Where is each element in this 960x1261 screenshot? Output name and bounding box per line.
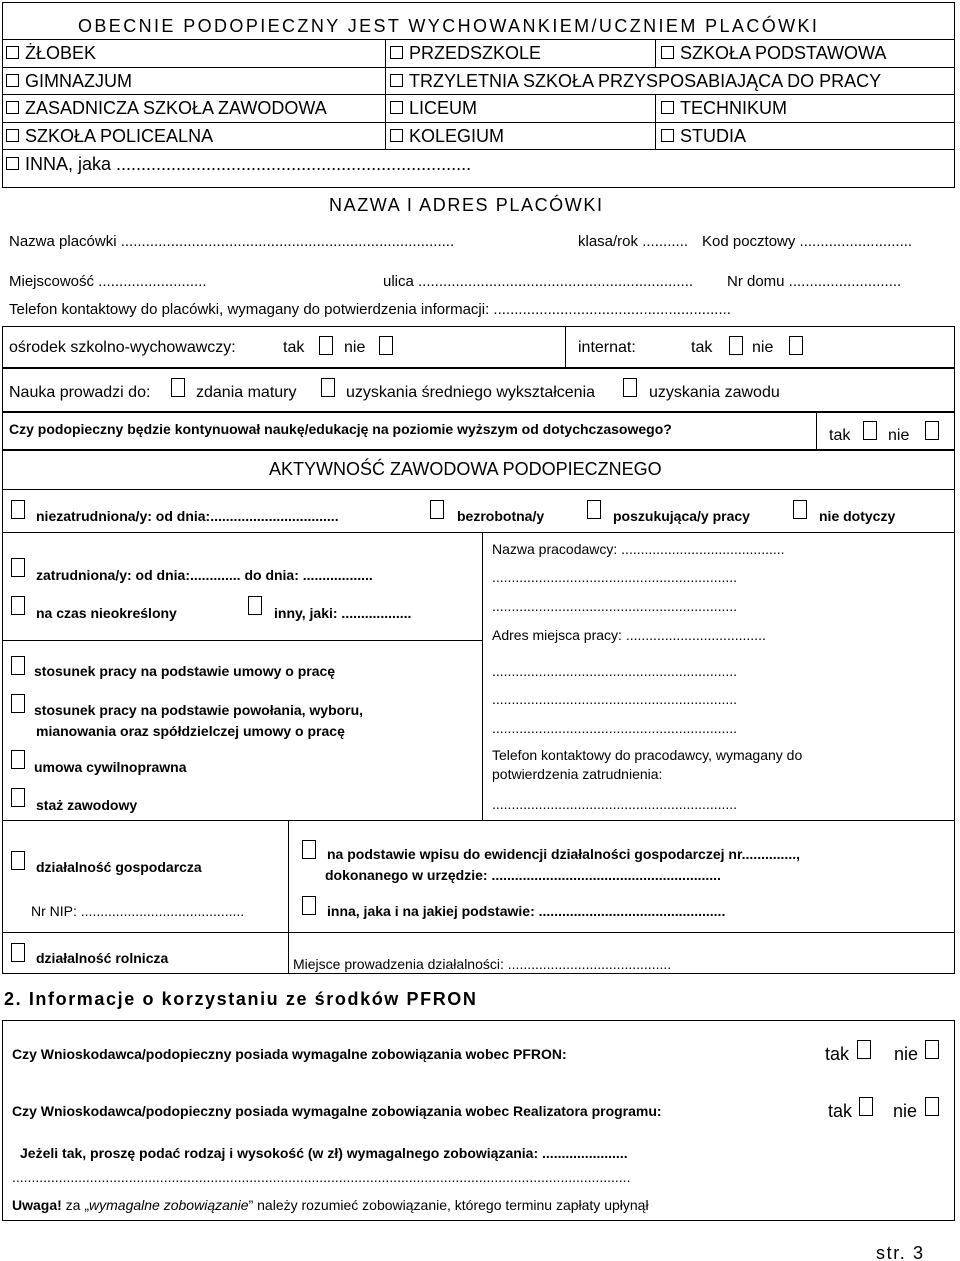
checkbox-liceum[interactable] bbox=[390, 101, 403, 114]
option-poszukujaca: poszukująca/y pracy bbox=[613, 508, 750, 524]
inna-podstawa-field[interactable]: inna, jaka i na jakiej podstawie: ................................................ bbox=[327, 903, 726, 919]
checkbox-internat-nie[interactable] bbox=[789, 336, 803, 355]
option-inna: INNA, jaka ....................................................................... bbox=[25, 154, 472, 174]
checkbox-policealna[interactable] bbox=[6, 129, 19, 142]
checkbox-osrodek-nie[interactable] bbox=[379, 336, 393, 355]
checkbox-studia[interactable] bbox=[661, 129, 674, 142]
checkbox-zasadnicza[interactable] bbox=[6, 101, 19, 114]
checkbox-realizator-nie[interactable] bbox=[925, 1097, 939, 1116]
niezatrudniona-field[interactable]: niezatrudniona/y: od dnia:................................. bbox=[36, 508, 339, 524]
section2-heading: 2. Informacje o korzystaniu ze środków PFRON bbox=[4, 989, 478, 1009]
zobowiazanie-dots[interactable]: ............................................................................................................................................................... bbox=[12, 1169, 631, 1185]
checkbox-inna[interactable] bbox=[6, 157, 19, 170]
checkbox-wyksztalcenia[interactable] bbox=[321, 378, 335, 397]
page-number: str. 3 bbox=[876, 1243, 925, 1261]
checkbox-dzialalnosc-gosp[interactable] bbox=[11, 851, 25, 870]
pfron-question: Czy Wnioskodawca/podopieczny posiada wymagalne zobowiązania wobec PFRON: bbox=[12, 1046, 567, 1062]
kontynuacja-tak: tak bbox=[829, 427, 851, 444]
nip-field[interactable]: Nr NIP: .......................................... bbox=[31, 903, 245, 919]
realizator-tak: tak bbox=[828, 1101, 853, 1121]
kontynuacja-nie: nie bbox=[888, 427, 910, 444]
option-bezrobotna: bezrobotna/y bbox=[457, 508, 545, 524]
checkbox-poszukujaca[interactable] bbox=[587, 500, 601, 519]
telefon-pracodawcy-line2: potwierdzenia zatrudnienia: bbox=[492, 766, 663, 782]
option-przedszkole: PRZEDSZKOLE bbox=[409, 43, 542, 63]
osrodek-label: ośrodek szkolno-wychowawczy: bbox=[9, 339, 236, 356]
checkbox-zawodu[interactable] bbox=[623, 378, 637, 397]
checkbox-nie-dotyczy[interactable] bbox=[793, 500, 807, 519]
uwaga-post: ” należy rozumieć zobowiązanie, którego terminu zapłaty upłynął bbox=[248, 1197, 649, 1213]
checkbox-gimnazjum[interactable] bbox=[6, 74, 19, 87]
telefon-pracodawcy-line1: Telefon kontaktowy do pracodawcy, wymagany do bbox=[492, 747, 803, 763]
option-dzialalnosc-gosp: działalność gospodarcza bbox=[36, 859, 202, 875]
internat-nie: nie bbox=[752, 339, 774, 356]
option-staz: staż zawodowy bbox=[36, 797, 138, 813]
option-zasadnicza: ZASADNICZA SZKOŁA ZAWODOWA bbox=[25, 98, 327, 118]
pfron-nie: nie bbox=[894, 1044, 919, 1064]
checkbox-trzyletnia[interactable] bbox=[390, 74, 403, 87]
checkbox-staz[interactable] bbox=[11, 788, 25, 807]
option-umowa-o-prace: stosunek pracy na podstawie umowy o pracę bbox=[34, 663, 336, 679]
inny-field[interactable]: inny, jaki: .................. bbox=[274, 605, 412, 621]
osrodek-tak: tak bbox=[283, 339, 305, 356]
checkbox-umowa-o-prace[interactable] bbox=[11, 656, 25, 675]
address-title: NAZWA I ADRES PLACÓWKI bbox=[329, 195, 604, 215]
osrodek-nie: nie bbox=[344, 339, 366, 356]
zobowiazanie-field[interactable]: Jeżeli tak, proszę podać rodzaj i wysokość (w zł) wymagalnego zobowiązania: ...................... bbox=[20, 1145, 628, 1161]
realizator-question: Czy Wnioskodawca/podopieczny posiada wymagalne zobowiązania wobec Realizatora programu: bbox=[12, 1103, 662, 1119]
ulica-field[interactable]: ulica .................................................................. bbox=[383, 273, 694, 290]
checkbox-pfron-nie[interactable] bbox=[925, 1040, 939, 1059]
option-gimnazjum: GIMNAZJUM bbox=[25, 71, 132, 91]
zatrudniona-field[interactable]: zatrudniona/y: od dnia:............. do dnia: .................. bbox=[36, 567, 373, 583]
option-trzyletnia: TRZYLETNIA SZKOŁA PRZYSPOSABIAJĄCA DO PRACY bbox=[409, 71, 882, 91]
internat-tak: tak bbox=[691, 339, 713, 356]
adres-dots-1[interactable]: ............................................................... bbox=[492, 663, 738, 679]
checkbox-inny[interactable] bbox=[248, 596, 262, 615]
checkbox-cywilnoprawna[interactable] bbox=[11, 750, 25, 769]
miejsce-dzialalnosci-field[interactable]: Miejsce prowadzenia działalności: .......................................... bbox=[293, 956, 672, 972]
checkbox-inna-podstawa[interactable] bbox=[302, 896, 316, 915]
option-kolegium: KOLEGIUM bbox=[409, 126, 505, 146]
klasa-field[interactable]: klasa/rok ........... bbox=[578, 233, 689, 250]
option-szkola-podstawowa: SZKOŁA PODSTAWOWA bbox=[680, 43, 887, 63]
option-liceum: LICEUM bbox=[409, 98, 478, 118]
uwaga-term: wymagalne zobowiązanie bbox=[89, 1197, 249, 1213]
pracodawca-dots-1[interactable]: ............................................................... bbox=[492, 569, 738, 585]
adres-pracy-field[interactable]: Adres miejsca pracy: .................................... bbox=[492, 627, 766, 643]
aktywnosc-title: AKTYWNOŚĆ ZAWODOWA PODOPIECZNEGO bbox=[269, 459, 662, 479]
option-technikum: TECHNIKUM bbox=[680, 98, 787, 118]
checkbox-niezatrudniona[interactable] bbox=[11, 500, 25, 519]
checkbox-zlobek[interactable] bbox=[6, 46, 19, 59]
checkbox-zatrudniona[interactable] bbox=[11, 558, 25, 577]
pfron-tak: tak bbox=[825, 1044, 850, 1064]
miejscowosc-field[interactable]: Miejscowość .......................... bbox=[9, 273, 207, 290]
checkbox-przedszkole[interactable] bbox=[390, 46, 403, 59]
adres-dots-3[interactable]: ............................................................... bbox=[492, 720, 738, 736]
checkbox-pfron-tak[interactable] bbox=[857, 1040, 871, 1059]
option-nie-dotyczy: nie dotyczy bbox=[819, 508, 896, 524]
option-zlobek: ŻŁOBEK bbox=[25, 43, 97, 63]
checkbox-szkola-podstawowa[interactable] bbox=[661, 46, 674, 59]
nazwa-placowki-field[interactable]: Nazwa placówki ................................................................................ bbox=[9, 233, 455, 250]
adres-dots-2[interactable]: ............................................................... bbox=[492, 691, 738, 707]
section-title: OBECNIE PODOPIECZNY JEST WYCHOWANKIEM/UCZNIEM PLACÓWKI bbox=[78, 16, 820, 36]
kod-pocztowy-field[interactable]: Kod pocztowy ........................... bbox=[702, 233, 913, 250]
checkbox-dzialalnosc-rol[interactable] bbox=[11, 943, 25, 962]
checkbox-osrodek-tak[interactable] bbox=[319, 336, 333, 355]
nauka-label: Nauka prowadzi do: bbox=[9, 384, 151, 401]
uwaga-pre: za „ bbox=[61, 1197, 90, 1213]
option-policealna: SZKOŁA POLICEALNA bbox=[25, 126, 214, 146]
checkbox-matury[interactable] bbox=[171, 378, 185, 397]
pracodawca-dots-2[interactable]: ............................................................... bbox=[492, 598, 738, 614]
option-powolanie-line2: mianowania oraz spółdzielczej umowy o pracę bbox=[36, 723, 345, 739]
internat-label: internat: bbox=[578, 339, 636, 356]
checkbox-bezrobotna[interactable] bbox=[430, 500, 444, 519]
wpis-line1[interactable]: na podstawie wpisu do ewidencji działalności gospodarczej nr.............., bbox=[327, 846, 800, 862]
option-matury: zdania matury bbox=[196, 384, 297, 401]
wpis-line2[interactable]: dokonanego w urzędzie: ........................................................... bbox=[325, 867, 721, 883]
checkbox-technikum[interactable] bbox=[661, 101, 674, 114]
checkbox-kontynuacja-nie[interactable] bbox=[925, 421, 939, 440]
kontynuacja-question: Czy podopieczny będzie kontynuował naukę/edukację na poziomie wyższym od dotychczasowego? bbox=[9, 421, 672, 437]
option-dzialalnosc-rol: działalność rolnicza bbox=[36, 950, 169, 966]
checkbox-realizator-tak[interactable] bbox=[859, 1097, 873, 1116]
option-cywilnoprawna: umowa cywilnoprawna bbox=[34, 759, 187, 775]
nazwa-pracodawcy-field[interactable]: Nazwa pracodawcy: .......................................... bbox=[492, 541, 785, 557]
telefon-placowki-field[interactable]: Telefon kontaktowy do placówki, wymagany do potwierdzenia informacji: ......................................................... bbox=[9, 301, 731, 318]
checkbox-internat-tak[interactable] bbox=[729, 336, 743, 355]
checkbox-kolegium[interactable] bbox=[390, 129, 403, 142]
telefon-pracodawcy-dots[interactable]: ............................................................... bbox=[492, 796, 738, 812]
option-zawodu: uzyskania zawodu bbox=[649, 384, 780, 401]
uwaga-note bbox=[12, 1198, 649, 1212]
nr-domu-field[interactable]: Nr domu ........................... bbox=[727, 273, 902, 290]
option-nieokreslony: na czas nieokreślony bbox=[36, 605, 177, 621]
checkbox-wpis[interactable] bbox=[302, 840, 316, 859]
checkbox-powolanie[interactable] bbox=[11, 694, 25, 713]
checkbox-kontynuacja-tak[interactable] bbox=[863, 421, 877, 440]
option-studia: STUDIA bbox=[680, 126, 747, 146]
checkbox-nieokreslony[interactable] bbox=[11, 596, 25, 615]
option-powolanie-line1: stosunek pracy na podstawie powołania, wyboru, bbox=[34, 702, 364, 718]
uwaga-label: Uwaga! bbox=[12, 1197, 62, 1213]
option-wyksztalcenia: uzyskania średniego wykształcenia bbox=[346, 384, 596, 401]
realizator-nie: nie bbox=[893, 1101, 918, 1121]
